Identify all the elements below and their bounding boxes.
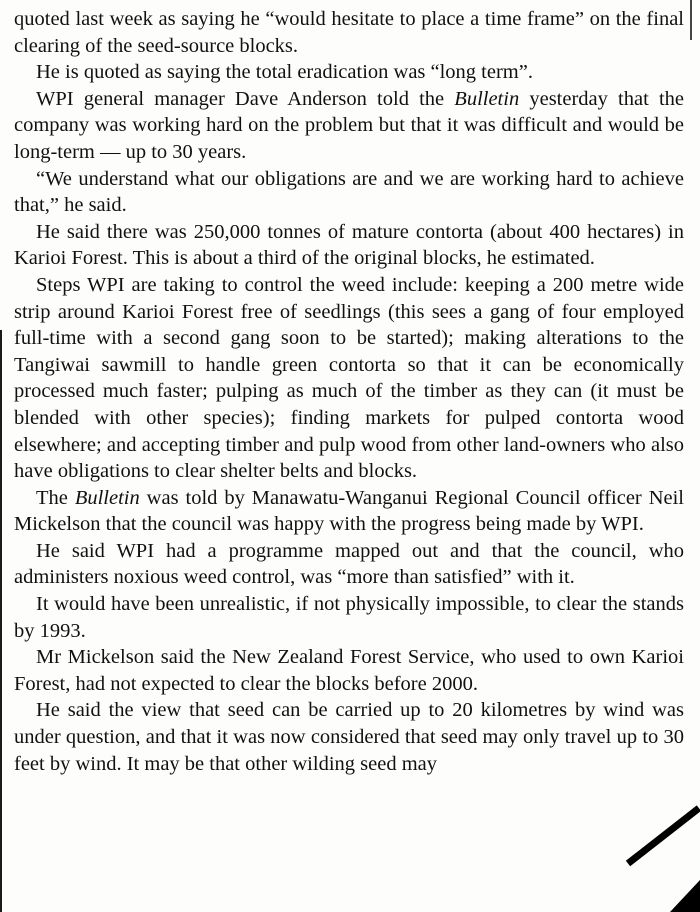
article-column: [14, 6, 684, 777]
publication-name: Bulletin: [74, 486, 140, 509]
publication-name: Bulletin: [454, 87, 520, 110]
page-corner-mark: [626, 805, 700, 866]
paragraph-programme: He said WPI had a programme mapped out and that the council, who administers noxious weed control, was “more than satisfied” with it.: [14, 539, 684, 589]
paragraph-text: WPI general manager Dave Anderson told the: [36, 87, 455, 110]
paragraph-obligations-quote: “We understand what our obligations are and we are working hard to achieve that,” he said.: [14, 167, 684, 217]
paragraph-continued: quoted last week as saying he “would hesitate to place a time frame” on the final clearing of the seed-source blocks.: [14, 8, 684, 57]
paragraph-regional-council: [14, 485, 684, 538]
paragraph-text: yesterday that the company was working hard on the problem but that it was difficult and would be long-term — up to 30 years.: [14, 87, 684, 163]
paragraph-text: The: [36, 486, 75, 509]
paragraph-unrealistic: It would have been unrealistic, if not physically impossible, to clear the stands by 1993.: [14, 593, 684, 642]
paragraph-control-steps: Steps WPI are taking to control the weed include: keeping a 200 metre wide strip around Karioi Forest free of seedlings (this sees a gang of four employed full-time with a second gang soon to be started); making alterations to the Tangiwai sawmill to handle green contorta so that it can be economically processed much faster; pulping as much of the timber as they can (it must be blended with other species); finding markets for pulped contorta wood elsewhere; and accepting timber and pulp wood from other land-owners who also have obligations to clear shelter belts and blocks.: [14, 273, 684, 483]
column-rule-right: [690, 0, 692, 40]
paragraph-mature-contorta: He said there was 250,000 tonnes of mature contorta (about 400 hectares) in Karioi Forest. This is about a third of the original blocks, he estimated.: [14, 220, 684, 270]
paragraph-text: was told by Manawatu-Wanganui Regional Council officer Neil Mickelson that the council was happy with the progress being made by WPI.: [14, 486, 685, 536]
column-rule-left: [0, 330, 2, 912]
paragraph-forest-service: Mr Mickelson said the New Zealand Forest Service, who used to own Karioi Forest, had not expected to clear the blocks before 2000.: [14, 646, 684, 695]
paragraph-seed-dispersal: He said the view that seed can be carried up to 20 kilometres by wind was under question, and that it was now considered that seed may only travel up to 30 feet by wind. It may be that other wilding seed may: [14, 699, 684, 775]
paragraph-total-eradication: He is quoted as saying the total eradication was “long term”.: [36, 61, 533, 84]
paragraph-dave-anderson: [14, 86, 684, 166]
page-corner-shadow: [670, 880, 700, 912]
